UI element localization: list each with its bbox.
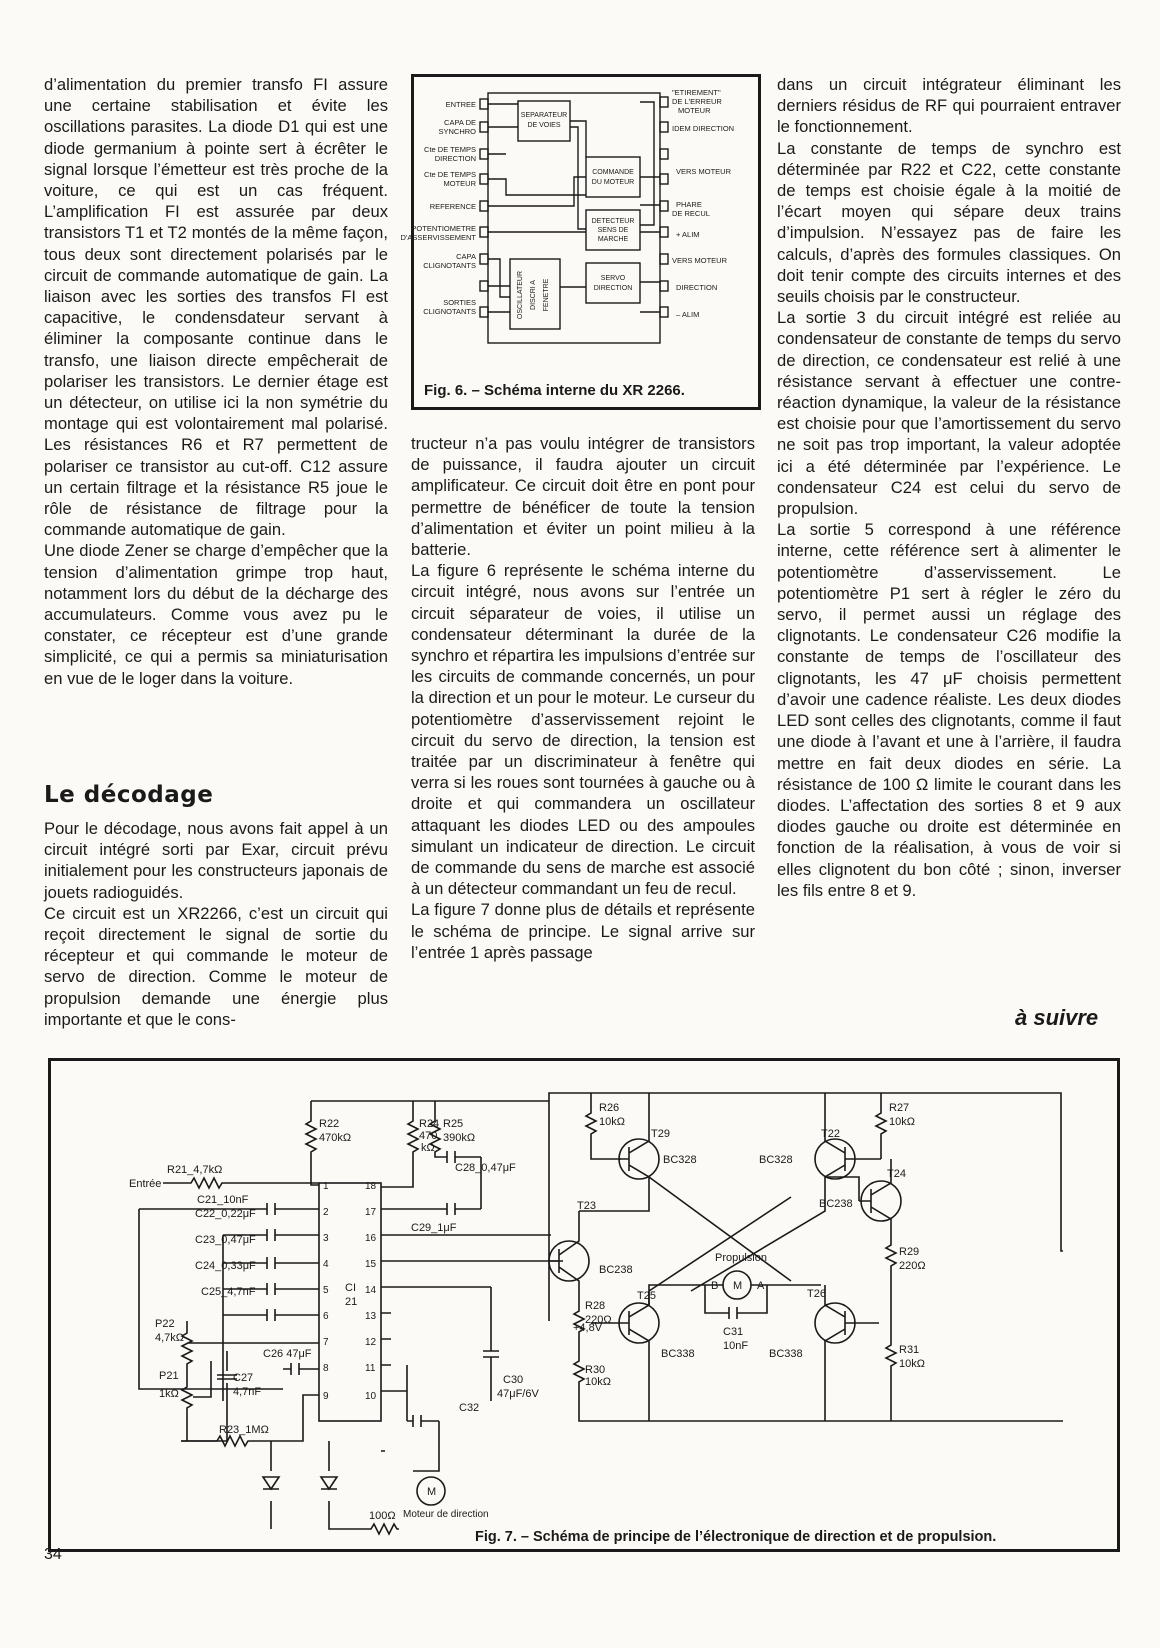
section-title: Le décodage [44, 782, 214, 808]
label: 1kΩ [159, 1388, 179, 1400]
paragraph: Pour le décodage, nous avons fait appel à un circuit intégré sorti par Exar, circuit prévu initialement pour les constructeurs japonais de jouets radioguidés. [44, 819, 388, 902]
column-3 [777, 74, 1121, 901]
label: BC328 [663, 1154, 697, 1166]
fig6-block-labels [517, 112, 634, 319]
label: C28_0,47μF [455, 1162, 516, 1174]
label: R26 [599, 1102, 620, 1114]
label: C30 [503, 1374, 524, 1386]
label: SENS DE [597, 227, 629, 234]
label: BC338 [769, 1348, 803, 1360]
label: Cte DE TEMPS [424, 170, 476, 179]
label: 10kΩ [585, 1376, 611, 1388]
pin-number: 13 [365, 1311, 377, 1322]
pin-number: 5 [323, 1285, 329, 1296]
figure-6-caption: Fig. 6. – Schéma interne du XR 2266. [424, 382, 685, 399]
pin-number: 10 [365, 1391, 377, 1402]
label: +4,8V [573, 1322, 603, 1334]
figure-7-caption: Fig. 7. – Schéma de principe de l’électronique de direction et de propulsion. [475, 1529, 997, 1545]
label: T24 [887, 1168, 906, 1180]
pin-number: 7 [323, 1337, 329, 1348]
label: BC238 [819, 1198, 853, 1210]
label: T29 [651, 1128, 670, 1140]
label: C29_1μF [411, 1222, 457, 1234]
label: ENTREE [445, 100, 476, 109]
label: P22 [155, 1318, 175, 1330]
column-1-lower [44, 818, 388, 1030]
label: M [733, 1280, 743, 1292]
label: R24 [419, 1118, 440, 1130]
label: 4,7nF [233, 1386, 262, 1398]
label: C32 [459, 1402, 480, 1414]
label: 220Ω [585, 1314, 612, 1326]
label: SERVO [600, 275, 626, 282]
paragraph: La figure 6 représente le schéma interne du circuit intégré, nous avons sur l’entrée un circuit séparateur de voies, il utilise un condensateur déterminant la durée de la synchro et répartira les impulsions d’entrée sur les circuits de commande concernés, un pour la direction et un pour le moteur. Le curseur du potentiomètre d’asservissement rejoint le circuit du servo de direction, la tension est traitée par un discriminateur à fenêtre qui verra si les roues sont tournées à gauche ou à droite et qui commandera un oscillateur attaquant les diodes LED ou des ampoules simulant un indicateur de direction. Le circuit de commande du sens de marche est associé à un détecteur commandant un feu de recul. [411, 561, 756, 899]
label: kΩ [421, 1142, 435, 1154]
label: Moteur de direction [403, 1509, 489, 1520]
label: D'ASSERVISSEMENT [400, 233, 476, 242]
label: A [757, 1280, 765, 1292]
label: PHARE [676, 200, 702, 209]
label: "ETIREMENT" [672, 88, 721, 97]
label: C26 47μF [263, 1348, 312, 1360]
label: R27 [889, 1102, 910, 1114]
pin-number: 8 [323, 1363, 329, 1374]
pin-number: 15 [365, 1259, 377, 1270]
paragraph: La figure 7 donne plus de détails et représente le schéma de principe. Le signal arrive sur l’entrée 1 après passage [411, 900, 755, 962]
pin-number: 16 [365, 1233, 377, 1244]
label: CAPA [456, 252, 476, 261]
label: BC328 [759, 1154, 793, 1166]
label: T22 [821, 1128, 840, 1140]
pin-number: 18 [365, 1181, 377, 1192]
pin-number: 12 [365, 1337, 377, 1348]
paragraph: dans un circuit intégrateur éliminant les derniers résidus de RF qui pourraient entraver le fonctionnement. [777, 75, 1121, 137]
label: DIRECTION [593, 285, 633, 292]
pin-number: 2 [323, 1207, 329, 1218]
continued-label: à suivre [1015, 1005, 1099, 1030]
label: DIRECTION [434, 154, 476, 163]
pin-number: 3 [323, 1233, 329, 1244]
label: B [711, 1280, 719, 1292]
column-1 [44, 74, 388, 689]
label: + ALIM [676, 230, 700, 239]
label: C23_0,47μF [195, 1234, 256, 1246]
pin-number: 17 [365, 1207, 377, 1218]
label: MOTEUR [678, 106, 711, 115]
label: COMMANDE [592, 169, 634, 176]
label: R28 [585, 1300, 606, 1312]
label: POTENTIOMETRE [411, 224, 476, 233]
column-2 [411, 433, 755, 963]
figure-7 [48, 1058, 1120, 1552]
label: R22 [319, 1118, 340, 1130]
label: DE VOIES [527, 122, 561, 129]
pin-number: 6 [323, 1311, 329, 1322]
label: R25 [443, 1118, 464, 1130]
pin-number: 14 [365, 1285, 377, 1296]
label: 10kΩ [599, 1116, 625, 1128]
label: C25_4,7nF [201, 1286, 256, 1298]
paragraph: Ce circuit est un XR2266, c’est un circuit qui reçoit directement le signal de sortie du récepteur et qui commande le moteur de servo de direction. Comme le moteur de propulsion demande une énergie plus importante et que le cons- [44, 903, 388, 1029]
paragraph: La constante de temps de synchro est déterminée par R22 et C22, cette constante de temps est choisie égale à la moitié de l’écart moyen qui sépare deux trains d’impulsion. N’essayez pas de faire les calculs, d’après des formules classiques. On doit tenir compte des circuits internes et des seuils choisis par le constructeur. [777, 138, 1121, 307]
label: M [427, 1486, 437, 1498]
label: R23_1MΩ [219, 1424, 269, 1436]
label: R29 [899, 1246, 920, 1258]
label: 100Ω [369, 1510, 396, 1522]
label: T23 [577, 1200, 596, 1212]
fig6-left-labels [401, 100, 477, 316]
page-number: 34 [44, 1546, 62, 1563]
label: C24_0,33μF [195, 1260, 256, 1272]
figure-6 [400, 74, 761, 410]
label: Cte DE TEMPS [424, 145, 476, 154]
pin-number: 11 [365, 1363, 376, 1374]
label: R31 [899, 1344, 920, 1356]
label: REFERENCE [429, 202, 476, 211]
label: DU MOTEUR [591, 179, 635, 186]
label: 470kΩ [319, 1132, 352, 1144]
label: MOTEUR [443, 179, 476, 188]
label: CLIGNOTANTS [423, 261, 476, 270]
fig7-labels [129, 1102, 926, 1522]
label: DE RECUL [672, 209, 710, 218]
label: DIRECTION [676, 283, 718, 292]
label: FENETRE [543, 278, 550, 312]
paragraph: La sortie 5 correspond à une référence interne, cette référence sert à alimenter le potentiomètre d’asservissement. Le potentiomètre P1 sert à régler le zéro du servo, il permet aussi un réglage des clignotants. Le condensateur C26 modifie la constante de temps de l’oscillateur des clignotants, les 47 μF choisis permettent d’avoir une cadence réaliste. Les deux diodes LED sont celles des clignotants, comme il faut une diode à l’avant et une à l’arrière, il faudra mettre en fait deux diodes en série. La résistance de 100 Ω limite le courant dans les diodes. L’affectation des sorties 8 et 9 aux diodes gauche ou droite est déterminée en fonction de la réalisation, à vous de voir si elles clignotent du bon côté ; sinon, inverser les fils entre 8 et 9. [777, 520, 1121, 900]
label: CAPA DE [444, 118, 476, 127]
label: 10kΩ [899, 1358, 925, 1370]
label: SORTIES [443, 298, 476, 307]
label: – ALIM [676, 310, 700, 319]
label: 4,7kΩ [155, 1332, 185, 1344]
label: 220Ω [899, 1260, 926, 1272]
pin-number: 9 [323, 1391, 329, 1402]
label: Entrée [129, 1178, 162, 1190]
label: 10nF [723, 1340, 749, 1352]
label: 390kΩ [443, 1132, 476, 1144]
label: DE L'ERREUR [672, 97, 722, 106]
label: T26 [807, 1288, 826, 1300]
paragraph: Une diode Zener se charge d’empêcher que la tension d’alimentation grimpe trop haut, notamment lors du début de la décharge des accumulateurs. Comme vous avez pu le constater, ce récepteur est d’une grande simplicité, ce qui a permis sa miniaturisation en vue de le loger dans la voiture. [44, 541, 388, 688]
label: 47μF/6V [497, 1388, 539, 1400]
label: VERS MOTEUR [672, 256, 728, 265]
pin-number: 1 [323, 1181, 329, 1192]
label: 21 [345, 1296, 358, 1308]
label: SYNCHRO [438, 127, 476, 136]
fig7-schematic [51, 1061, 1117, 1523]
fig6-right-labels [672, 88, 734, 319]
label: BC238 [599, 1264, 633, 1276]
label: 470 [419, 1130, 438, 1142]
label: 10kΩ [889, 1116, 915, 1128]
fig6-diagram [400, 77, 758, 377]
label: Propulsion [715, 1252, 767, 1264]
label: C22_0,22μF [195, 1208, 256, 1220]
label: CI [345, 1282, 356, 1294]
label: R21_4,7kΩ [167, 1164, 223, 1176]
label: C27 [233, 1372, 254, 1384]
label: DETECTEUR [591, 218, 635, 225]
paragraph: d’alimentation du premier transfo FI assure une certaine stabilisation et évite les oscillations parasites. La diode D1 qui est une diode germanium à pointe sert à écrêter le signal lorsque l’émetteur est très proche de la voiture, ce qui est un cas fréquent. L’amplification FI est assurée par deux transistors T1 et T2 montés de la même façon, tous deux sont directement polarisés par le circuit de commande automatique de gain. La liaison avec les sorties des transfos FI est capacitive, le condensdateur servant à éliminer la composante continue dans le transfo, une liaison directe empêcherait de polariser les transistors. Le dernier étage est un détecteur, on utilise ici la non symétrie du montage qui est volontairement mal polarisé. Les résistances R6 et R7 permettent de polariser ce transistor au cut-off. C12 assure un certain filtrage et la résistance R5 joue le rôle de résistance de filtrage pour la commande automatique de gain. [44, 75, 388, 540]
label: C31 [723, 1326, 744, 1338]
label: VERS MOTEUR [676, 167, 732, 176]
label: BC338 [661, 1348, 695, 1360]
label: MARCHE [597, 236, 629, 243]
label: R30 [585, 1364, 606, 1376]
label: C21_10nF [197, 1194, 249, 1206]
label: OSCILLATEUR [517, 270, 524, 320]
label: IDEM DIRECTION [672, 124, 735, 133]
label: SEPARATEUR [520, 112, 568, 119]
paragraph: La sortie 3 du circuit intégré est reliée au condensateur de constante de temps du servo de direction, ce condensateur est relié à une résistance servant à effectuer une contre-réaction dynamique, la valeur de la résistance est choisie pour que l’amortissement du servo ne soit pas trop important, la valeur adoptée ici a été déterminée par l’expérience. Le condensateur C24 est celui du servo de propulsion. [777, 308, 1121, 519]
pin-number: 4 [323, 1259, 329, 1270]
paragraph: tructeur n’a pas voulu intégrer de transistors de puissance, il faudra ajouter un circuit amplificateur. Ce circuit doit être en pont pour permettre de bénéficer de toute la tension d’alimentation et éviter un point milieu à la batterie. [411, 434, 755, 560]
label: P21 [159, 1370, 179, 1382]
label: CLIGNOTANTS [423, 307, 476, 316]
label: T25 [637, 1290, 656, 1302]
label: DISCRI A [530, 280, 537, 310]
